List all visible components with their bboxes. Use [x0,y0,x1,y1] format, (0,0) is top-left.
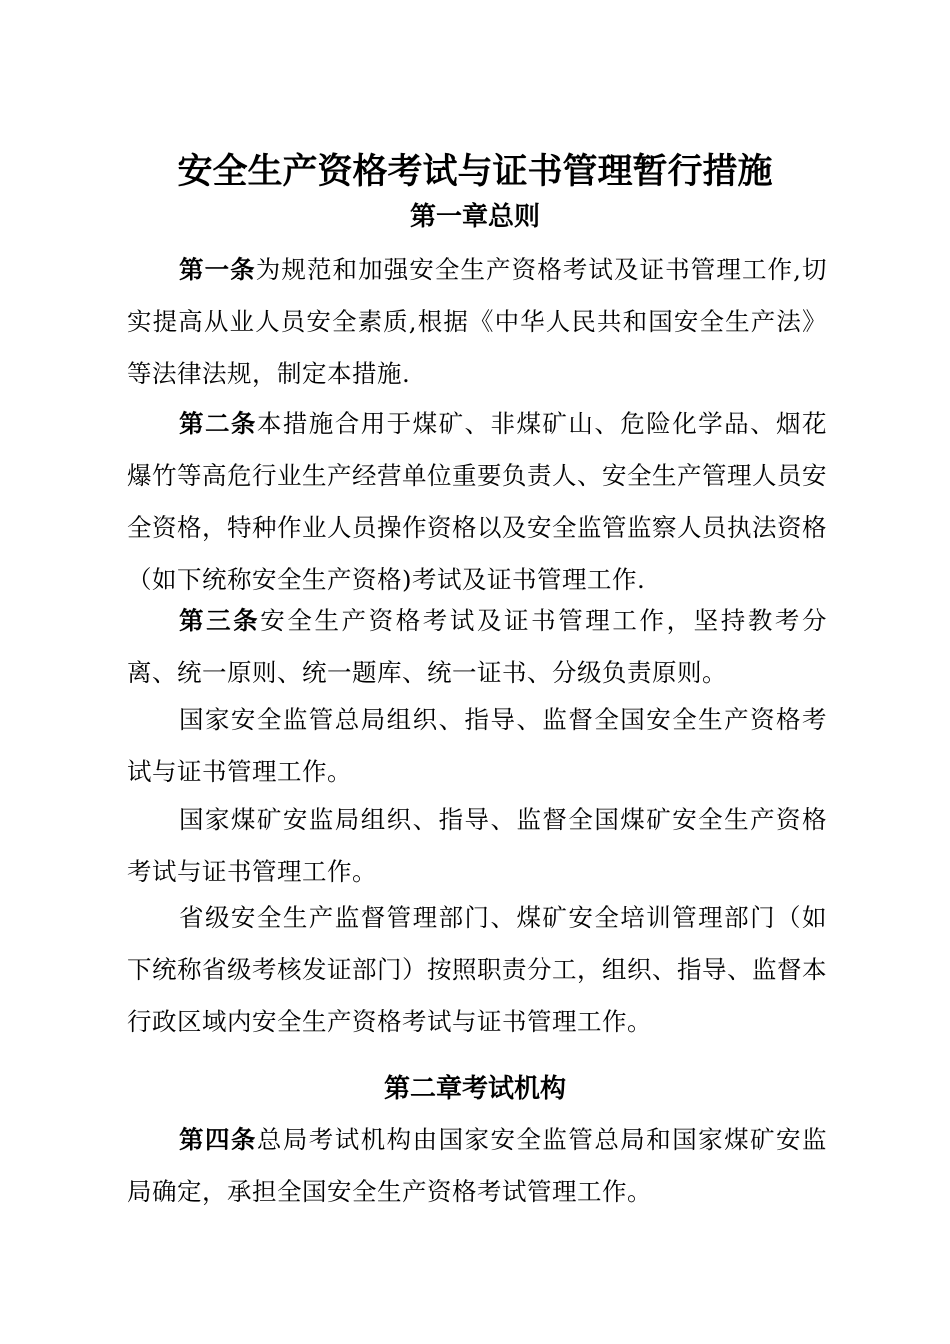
chapter-heading-2: 第二章考试机构 [383,1074,566,1104]
article-3 [127,595,827,699]
article-2 [127,398,827,606]
paragraph-national-bureau: 国家安全监管总局组织、指导、监督全国安全生产资格考试与证书管理工作。 [127,705,827,786]
article-2-text: 本措施合用于煤矿、非煤矿山、危险化学品、烟花爆竹等高危行业生产经营单位重要负责人、安全生产管理人员安全资格，特种作业人员操作资格以及安全监管监察人员执法资格（如下统称安全生产资格)考试及证书管理工作. [127,409,827,594]
article-3-label: 第三条 [179,606,261,635]
article-3-text: 安全生产资格考试及证书管理工作，坚持教考分离、统一原则、统一题库、统一证书、分级负责原则。 [127,606,828,687]
paragraph-provincial: 省级安全生产监督管理部门、煤矿安全培训管理部门（如下统称省级考核发证部门）按照职责分工，组织、指导、监督本行政区域内安全生产资格考试与证书管理工作。 [127,903,827,1036]
paragraph-coal-bureau: 国家煤矿安监局组织、指导、监督全国煤矿安全生产资格考试与证书管理工作。 [127,805,827,886]
chapter-heading-1: 第一章总则 [409,202,540,232]
article-4 [127,1114,827,1218]
article-4-label: 第四条 [179,1125,257,1154]
article-1-label: 第一条 [179,255,256,284]
article-4-text: 总局考试机构由国家安全监管总局和国家煤矿安监局确定，承担全国安全生产资格考试管理工作。 [127,1125,827,1206]
article-2-label: 第二条 [179,409,257,438]
document-title: 安全生产资格考试与证书管理暂行措施 [177,152,773,192]
article-1 [127,244,827,400]
article-1-text: 为规范和加强安全生产资格考试及证书管理工作,切实提高从业人员安全素质,根据《中华人民共和国安全生产法》等法律法规，制定本措施. [127,255,827,388]
